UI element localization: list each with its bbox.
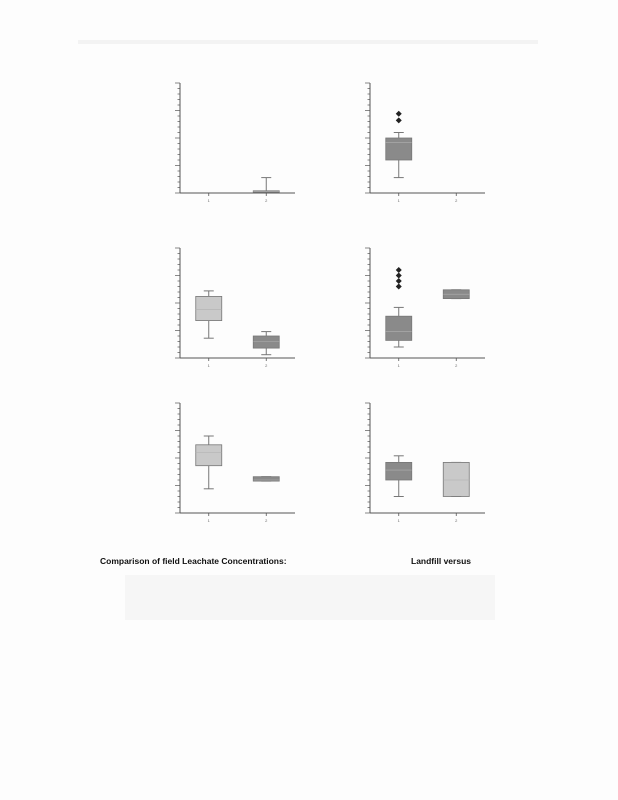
x-tick-label: 1 [207, 198, 210, 203]
x-tick-label: 1 [397, 198, 400, 203]
boxplot-panel-2 [350, 75, 490, 205]
outlier-point [396, 117, 402, 123]
x-tick-label: 1 [397, 518, 400, 523]
x-tick-label: 2 [455, 363, 458, 368]
x-tick-label: 2 [265, 363, 268, 368]
scan-smudge [125, 575, 495, 620]
outlier-point [396, 111, 402, 117]
boxplot-panel-4 [350, 240, 490, 370]
box-iqr [386, 316, 412, 340]
figure-caption-right: Landfill versus [411, 556, 471, 566]
box-iqr [386, 138, 412, 160]
boxplot-panel-3 [160, 240, 300, 370]
x-tick-label: 1 [207, 363, 210, 368]
box-iqr [253, 477, 279, 481]
boxplot-panel-1 [160, 75, 300, 205]
outlier-point [396, 273, 402, 279]
outlier-point [396, 284, 402, 290]
boxplot-panel-5 [160, 395, 300, 525]
outlier-point [396, 278, 402, 284]
boxplot-panel-6 [350, 395, 490, 525]
x-tick-label: 2 [455, 518, 458, 523]
box-iqr [196, 296, 222, 320]
scan-smudge [78, 40, 538, 44]
box-iqr [386, 462, 412, 480]
box-iqr [253, 336, 279, 348]
x-tick-label: 2 [265, 198, 268, 203]
x-tick-label: 2 [265, 518, 268, 523]
x-tick-label: 2 [455, 198, 458, 203]
outlier-point [396, 267, 402, 273]
box-iqr [443, 462, 469, 496]
figure-caption-left: Comparison of field Leachate Concentrations: [100, 556, 287, 566]
box-iqr [196, 445, 222, 466]
x-tick-label: 1 [397, 363, 400, 368]
x-tick-label: 1 [207, 518, 210, 523]
